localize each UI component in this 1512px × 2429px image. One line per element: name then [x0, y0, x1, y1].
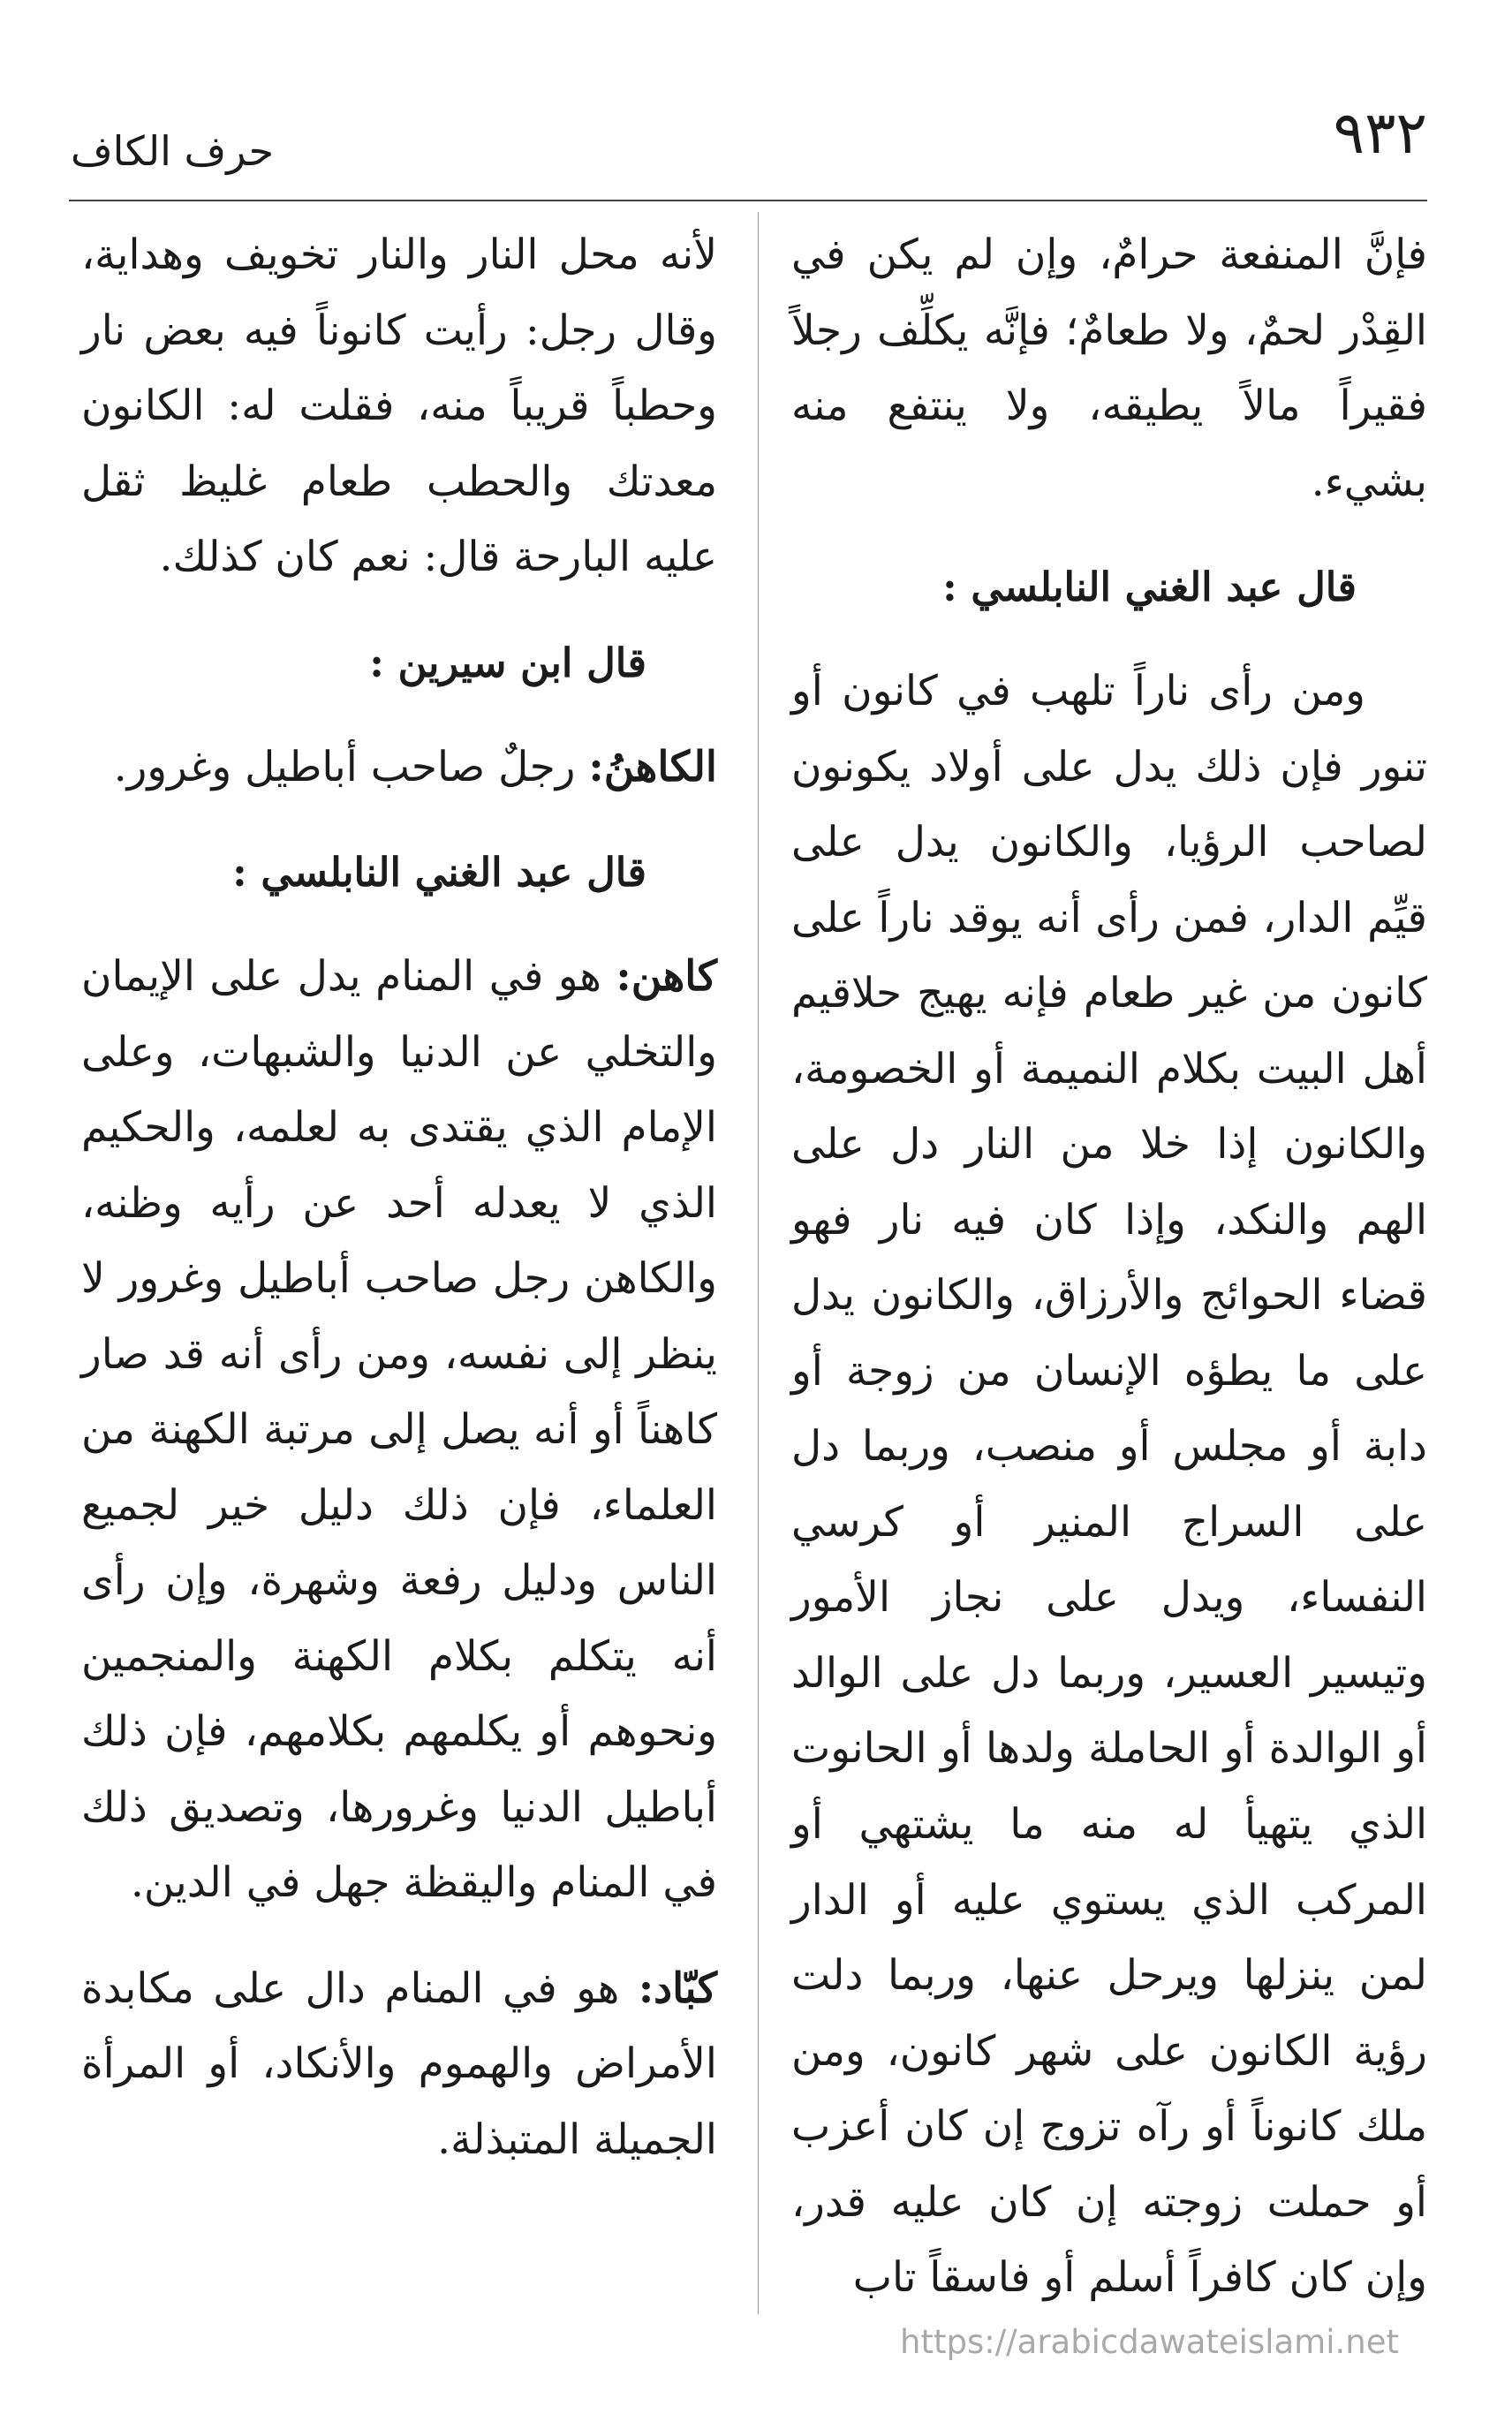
- right-heading-1: قال عبد الغني النابلسي :: [942, 564, 1357, 611]
- entry-term: كبّاد:: [638, 1964, 717, 2013]
- left-paragraph-1: لأنه محل النار والنار تخويف وهداية، وقال رجل: رأيت كانوناً فيه بعض نار وحطباً قريباً منه، فقلت له: الكانون معدتك والحطب طعام غليظ ثقل عليه البارحة قال: نعم كان كذلك.: [81, 231, 717, 582]
- entry-text: هو في المنام يدل على الإيمان والتخلي عن الدنيا والشبهات، وعلى الإمام الذي يقتدى به لعلمه، والحكيم الذي لا يعدله أحد عن رأيه وظنه، والكاهن رجل صاحب أباطيل وغرور لا ينظر إلى نفسه، ومن رأى أنه قد صار كاهناً أو أنه يصل إلى مرتبة الكهنة من العلماء، فإن ذلك دليل خير لجميع الناس ودليل رفعة وشهرة، وإن رأى أنه يتكلم بكلام الكهنة والمنجمين ونحوهم أو يكلمهم بكلامهم، فإن ذلك أباطيل الدنيا وغرورها، وتصديق ذلك في المنام واليقظة جهل في الدين.: [81, 951, 717, 1908]
- left-entry-2: [81, 939, 717, 1921]
- entry-text: هو في المنام دال على مكابدة الأمراض والهموم والأنكاد، أو المرأة الجميلة المتبذلة.: [81, 1964, 717, 2164]
- column-divider: [758, 212, 759, 2314]
- header-rule: [69, 200, 1427, 201]
- left-entry-1: [81, 730, 717, 806]
- right-paragraph-1: فإنَّ المنفعة حرامٌ، وإن لم يكن في القِدْر لحمٌ، ولا طعامٌ؛ فإنَّه يكلِّف رجلاً فقيراً مالاً يطيقه، ولا ينتفع منه بشيء.: [791, 231, 1427, 506]
- running-head: حرف الكاف: [71, 127, 275, 175]
- right-paragraph-2: ومن رأى ناراً تلهب في كانون أو تنور فإن ذلك يدل على أولاد يكونون لصاحب الرؤيا، والكانون يدل على قيِّم الدار، فمن رأى أنه يوقد ناراً على كانون من غير طعام فإنه يهيج حلاقيم أهل البيت بكلام النميمة أو الخصومة، والكانون إذا خلا من النار دل على الهم والنكد، وإذا كان فيه نار فهو قضاء الحوائج والأرزاق، والكانون يدل على ما يطؤه الإنسان من زوجة أو دابة أو مجلس أو منصب، وربما دل على السراج المنير أو كرسي النفساء، ويدل على نجاز الأمور وتيسير العسير، وربما دل على الوالد أو الوالدة أو الحاملة ولدها أو الحانوت الذي يتهيأ له منه ما يشتهي أو المركب الذي يستوي عليه أو الدار لمن ينزلها ويرحل عنها، وربما دلت رؤية الكانون على شهر كانون، ومن ملك كانوناً أو رآه تزوج إن كان أعزب أو حملت زوجته إن كان عليه قدر، وإن كان كافراً أسلم أو فاسقاً تاب: [791, 667, 1427, 2303]
- entry-text: رجلٌ صاحب أباطيل وغرور.: [113, 742, 589, 791]
- left-column: [81, 217, 717, 2177]
- watermark-link: https://arabicdawateislami.net: [900, 2323, 1399, 2361]
- left-entry-3: [81, 1951, 717, 2178]
- left-heading-1: قال ابن سيرين :: [369, 639, 646, 686]
- right-column: [791, 217, 1427, 2316]
- page-number: ٩٣٢: [1333, 99, 1427, 167]
- entry-term: الكاهنُ:: [588, 742, 717, 791]
- left-heading-2: قال عبد الغني النابلسي :: [232, 849, 646, 897]
- entry-term: كاهن:: [616, 951, 717, 1001]
